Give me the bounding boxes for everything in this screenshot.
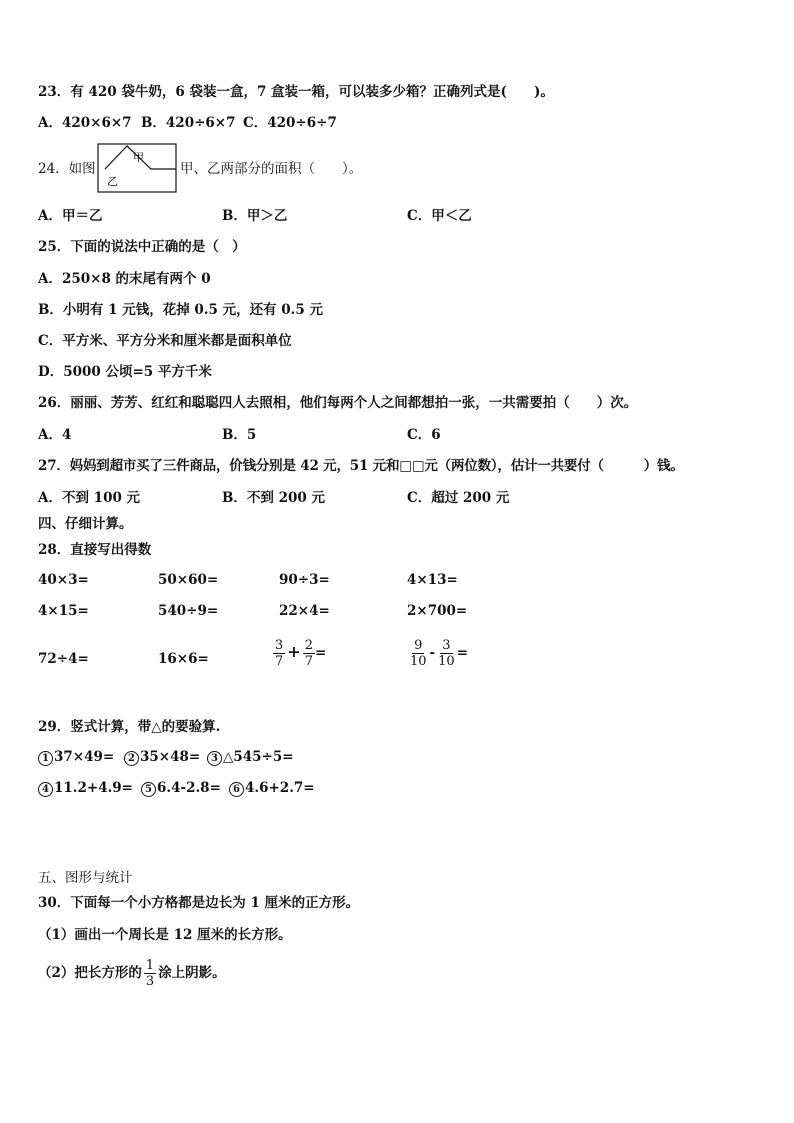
q25-option-b: B．小明有 1 元钱，花掉 0.5 元，还有 0.5 元 — [38, 302, 323, 318]
q26-option-b: B．5 — [222, 427, 257, 443]
question-28-title: 28．直接写出得数 — [38, 542, 152, 558]
question-23-text: 23．有 420 袋牛奶，6 袋装一盒，7 盒装一箱，可以装多少箱？正确列式是( )。 — [38, 84, 554, 100]
circled-number: 1 — [38, 751, 53, 766]
q28-fraction-expression-2 — [408, 638, 468, 669]
question-26-text: 26．丽丽、芳芳、红红和聪聪四人去照相，他们每两个人之间都想拍一张，一共需要拍（ ）次。 — [38, 395, 638, 411]
q28-r1-c2: 50×60= — [158, 572, 219, 588]
q28-r3-c2: 16×6= — [158, 651, 209, 667]
fraction: $\frac{1}{3}$ — [145, 958, 155, 989]
q28-r2-c3: 22×4= — [279, 603, 330, 619]
circled-number: 6 — [229, 782, 244, 797]
q26-option-a: A．4 — [38, 427, 72, 443]
question-25-text: 25．下面的说法中正确的是（ ） — [38, 239, 246, 255]
question-24-prefix: 24．如图 — [38, 161, 96, 177]
q28-r1-c3: 90÷3= — [279, 572, 330, 588]
q30-sub-2: （2）把长方形的 $\frac{1}{3}$ 涂上阴影。 — [38, 958, 226, 989]
q29-item-1: 1 37×49= — [38, 748, 114, 766]
q23-option-b: B．420÷6×7 — [141, 115, 236, 131]
equals-sign: = — [456, 645, 469, 661]
circled-number: 5 — [141, 782, 156, 797]
circled-number: 2 — [124, 751, 139, 766]
q23-option-a: A．420×6×7 — [38, 115, 132, 131]
section-4-heading: 四、仔细计算。 — [38, 516, 133, 532]
q28-r2-c2: 540÷9= — [158, 603, 219, 619]
circled-number: 4 — [38, 782, 53, 797]
q25-option-c: C．平方米、平方分米和厘米都是面积单位 — [38, 333, 292, 349]
q24-option-a: A．甲＝乙 — [38, 208, 103, 224]
q23-option-c: C．420÷6÷7 — [243, 115, 337, 131]
minus-sign: - — [429, 645, 436, 661]
q29-item-2: 2 35×48= — [124, 748, 200, 766]
q28-r2-c4: 2×700= — [407, 603, 468, 619]
q28-r1-c4: 4×13= — [407, 572, 458, 588]
section-5-heading: 五、图形与统计 — [38, 870, 133, 886]
q25-option-d: D．5000 公顷=5 平方千米 — [38, 364, 212, 380]
question-27-text: 27．妈妈到超市买了三件商品，价钱分别是 42 元，51 元和□□元（两位数），估计一共要付（ ）钱。 — [38, 458, 684, 474]
q27-option-b: B．不到 200 元 — [222, 490, 325, 506]
q27-option-a: A．不到 100 元 — [38, 490, 141, 506]
q24-option-c: C．甲＜乙 — [407, 208, 472, 224]
question-30-title: 30．下面每一个小方格都是边长为 1 厘米的正方形。 — [38, 895, 360, 911]
plus-sign: + — [287, 642, 301, 661]
q28-fraction-expression-1 — [273, 638, 326, 669]
q28-r3-c1: 72÷4= — [38, 651, 89, 667]
q29-item-5: 5 6.4-2.8= — [141, 779, 221, 797]
figure-label-yi: 乙 — [107, 175, 118, 188]
fraction: $\frac{3}{10}$ — [438, 638, 455, 669]
q29-item-3: 3 △545÷5= — [207, 748, 294, 766]
q26-option-c: C．6 — [407, 427, 441, 443]
q29-item-6: 6 4.6+2.7= — [229, 779, 315, 797]
q28-r2-c1: 4×15= — [38, 603, 89, 619]
q28-r1-c1: 40×3= — [38, 572, 89, 588]
q25-option-a: A．250×8 的末尾有两个 0 — [38, 271, 211, 287]
q27-option-c: C．超过 200 元 — [407, 490, 510, 506]
fraction: $\frac{2}{7}$ — [304, 638, 313, 669]
q30-sub-1: （1）画出一个周长是 12 厘米的长方形。 — [38, 927, 292, 943]
fraction: $\frac{3}{7}$ — [275, 638, 284, 669]
q29-item-4: 4 11.2+4.9= — [38, 779, 133, 797]
equals-sign: = — [314, 645, 327, 661]
q24-option-b: B．甲＞乙 — [222, 208, 288, 224]
question-29-title: 29．竖式计算，带△的要验算. — [38, 719, 221, 735]
question-24-suffix: 甲、乙两部分的面积（ ）。 — [180, 161, 363, 177]
circled-number: 3 — [207, 751, 222, 766]
q24-rectangle-figure — [97, 143, 177, 193]
figure-label-jia: 甲 — [133, 151, 144, 164]
fraction: $\frac{9}{10}$ — [410, 638, 427, 669]
